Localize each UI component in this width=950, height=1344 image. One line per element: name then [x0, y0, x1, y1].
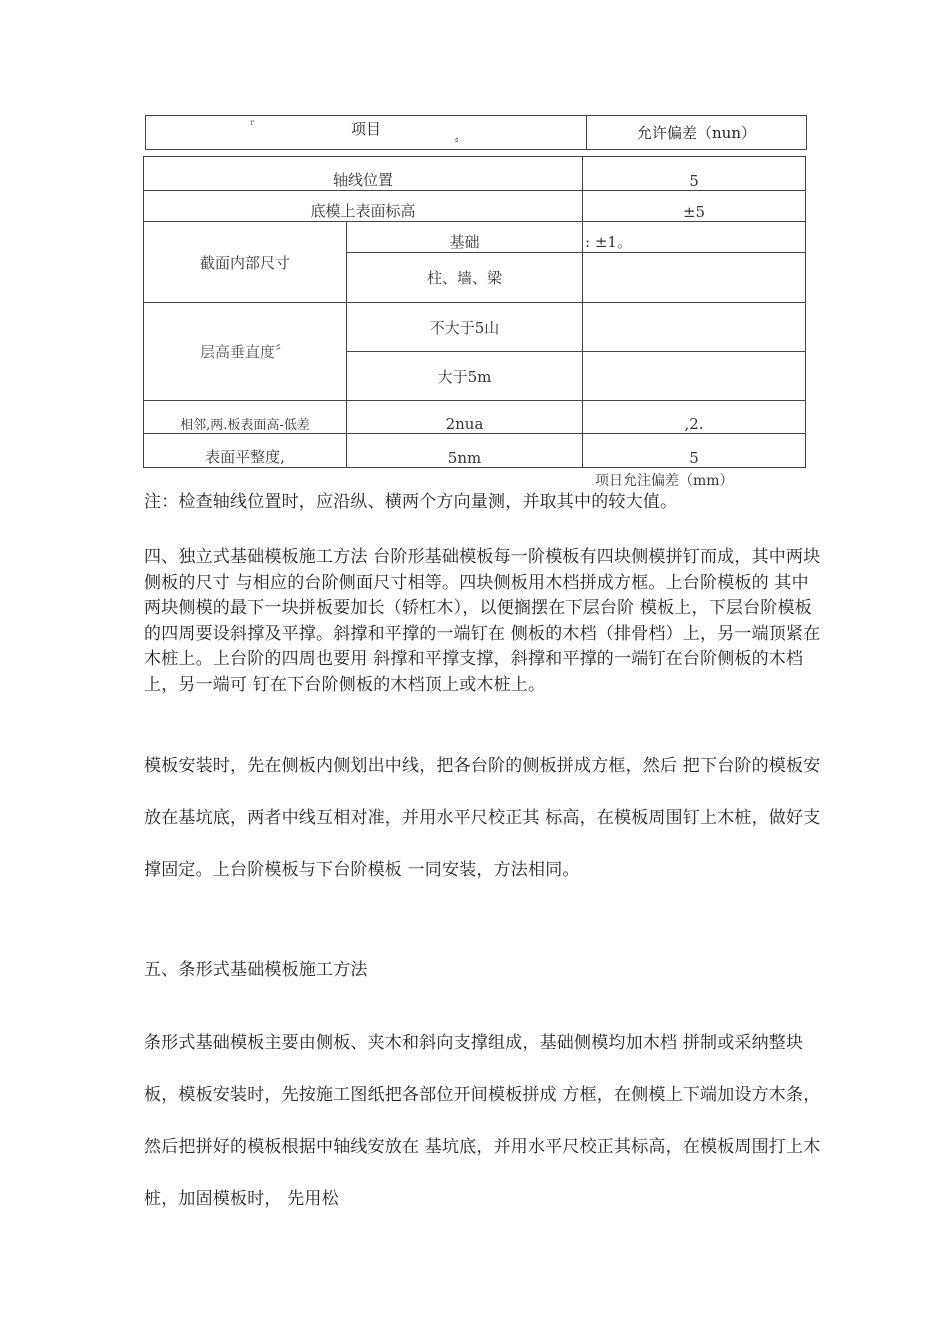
row-sub: 大于5m [347, 352, 583, 401]
row-label: 截面内部尺寸 [144, 222, 347, 303]
row-value: 5 [583, 157, 806, 191]
row-value: : ±1。 [583, 222, 806, 253]
row-label: 层高垂直度〞 [144, 303, 347, 401]
table-row [144, 434, 806, 468]
row-sub: 不大于5山 [347, 303, 583, 352]
note-paragraph: 注：检查轴线位置时，应沿纵、横两个方向量测，并取其中的较大值。 [144, 492, 678, 512]
row-value [583, 303, 806, 352]
section-4-paragraph: 四、独立式基础模板施工方法 台阶形基础模板每一阶模板有四块侧模拼钉而成，其中两块侧板的尺寸 与相应的台阶侧面尺寸相等。四块侧板用木档拼成方框。上台阶模板的 其中两块侧模的最下一块拼板要加长（轿杠木），以便搁摆在下层台阶 模板上，下层台阶模板的四周要设斜撑及平撑。斜撑和平撑的一端钉在 侧板的木档（排骨档）上，另一端顶紧在木桩上。上台阶的四周也要用 斜撑和平撑支撑，斜撑和平撑的一端钉在台阶侧板的木档上，另一端可 钉在下台阶侧板的木档顶上或木桩上。 [144, 547, 821, 695]
table-row [144, 157, 806, 191]
row-value: ±5 [583, 191, 806, 222]
table-row [144, 222, 806, 253]
table-row [144, 303, 806, 352]
header-tick-mark: r [250, 118, 254, 127]
row-sub: 基础 [347, 222, 583, 253]
table-header [145, 115, 807, 150]
row-sub: 5nm [347, 434, 583, 468]
table-row [144, 191, 806, 222]
header-item-mark: 〞 [454, 137, 467, 151]
row-label: 表面平整度, [144, 434, 347, 468]
row-label: 相邻,两.板表面高-低差 [144, 401, 347, 434]
header-tolerance-label: 允许偏差（nun） [587, 116, 807, 150]
row-value: ,2. [583, 401, 806, 434]
row-sub: 柱、墙、梁 [347, 253, 583, 303]
table-footnote: 项日允注偏差（mm） [595, 473, 734, 489]
row-label: 轴线位置 [144, 157, 583, 191]
header-item-cell [146, 116, 587, 150]
tolerance-table [143, 156, 806, 468]
table-row [144, 401, 806, 434]
row-value [583, 253, 806, 303]
row-sub: 2nua [347, 401, 583, 434]
header-item-label: 项目 [350, 120, 381, 138]
row-value [583, 352, 806, 401]
section-5-heading: 五、条形式基础模板施工方法 [144, 960, 368, 980]
row-label: 底模上表面标高 [144, 191, 583, 222]
section-5-paragraph: 条形式基础模板主要由侧板、夹木和斜向支撑组成，基础侧模均加木档 拼制或采纳整块板，模板安装时，先按施工图纸把各部位开间模板拼成 方框，在侧模上下端加设方木条，然后把拼好的模板根据中轴线安放在 基坑底，并用水平尺校正其标高，在模板周围打上木桩，加固模板时， 先用松 [144, 1033, 821, 1209]
row-value: 5 [583, 434, 806, 468]
install-paragraph: 模板安装时，先在侧板内侧划出中线，把各台阶的侧板拼成方框，然后 把下台阶的模板安放在基坑底，两者中线互相对准，并用水平尺校正其 标高，在模板周围钉上木桩，做好支撑固定。上台阶模板与下台阶模板 一同安装，方法相同。 [144, 756, 821, 880]
